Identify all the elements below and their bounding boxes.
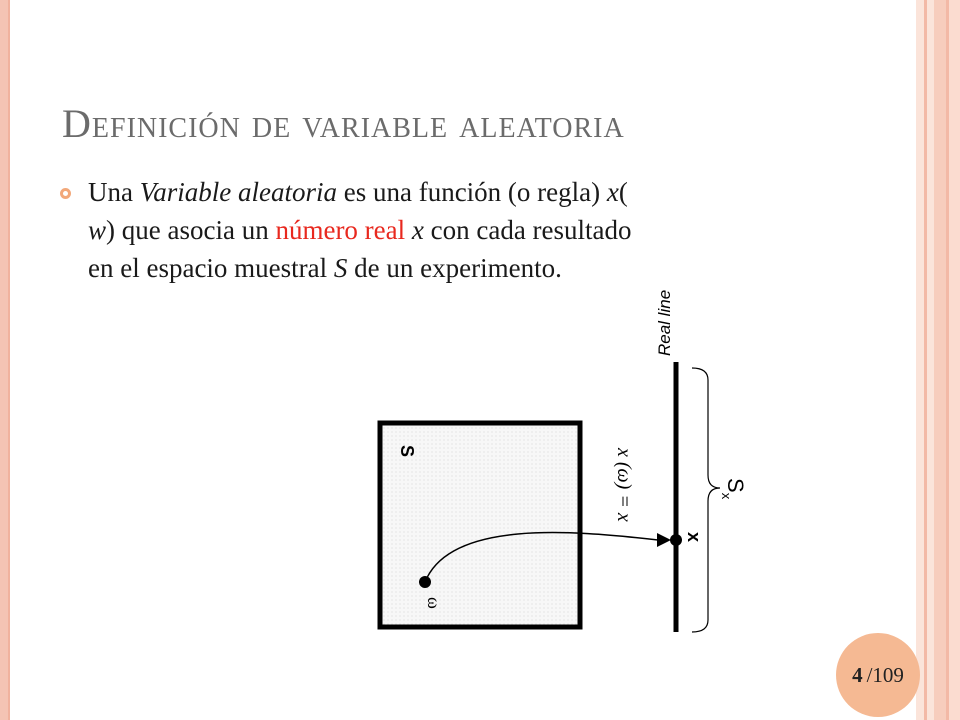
highlight-numero-real: número real: [275, 215, 412, 245]
var-x: x: [411, 215, 424, 245]
page-number-badge: [836, 633, 920, 717]
omega-label: ω: [424, 597, 444, 609]
var-s: S: [333, 253, 348, 283]
range-label-sub: x: [719, 492, 734, 500]
value-point: [670, 534, 682, 546]
mapping-label: x (ω) = x: [613, 448, 635, 522]
right-frame-stripes: [916, 0, 960, 720]
left-frame-stripe: [0, 0, 10, 720]
arrow-head: [657, 533, 671, 547]
term-variable-aleatoria: Variable aleatoria: [139, 177, 337, 207]
text-part: ) que asocia un: [106, 215, 276, 245]
text-part: es una función (o regla): [336, 177, 607, 207]
value-label: x: [684, 532, 704, 543]
slide-title: Definición de variable aleatoria: [62, 101, 625, 146]
var-w: w: [88, 215, 107, 245]
range-label: [719, 478, 748, 500]
random-variable-diagram: [370, 270, 770, 640]
range-brace: [692, 368, 720, 632]
var-x: x: [606, 177, 619, 207]
text-part: (: [618, 177, 628, 207]
real-line-label: Real line: [655, 289, 674, 356]
text-part: de un experimento.: [347, 253, 562, 283]
text-part: Una: [88, 177, 140, 207]
text-part: con cada resultado en el espacio muestral: [88, 215, 632, 283]
page-current: 4: [852, 662, 863, 687]
range-label-main: S: [723, 478, 748, 493]
set-label-s: S: [397, 445, 417, 458]
page-total: /109: [866, 662, 904, 687]
bullet-circle-icon: [60, 188, 71, 199]
